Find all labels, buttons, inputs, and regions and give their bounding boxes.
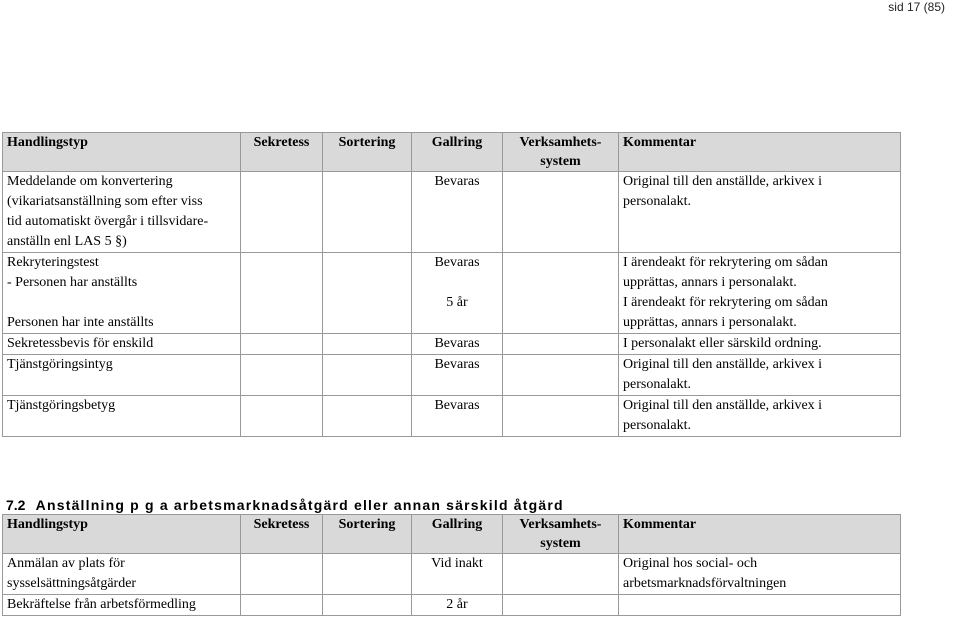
cell-handlingstyp: Sekretessbevis för enskild — [3, 334, 241, 355]
cell-gallring: 2 år — [412, 595, 503, 616]
table-row — [3, 172, 901, 253]
cell-text: 5 år — [446, 295, 468, 310]
cell-kommentar: Original till den anställde, arkivex i personalakt. — [619, 396, 901, 437]
section-heading — [6, 496, 564, 514]
cell-verksamhetssystem — [503, 554, 619, 595]
col-kommentar: Kommentar — [619, 133, 901, 172]
table-row — [3, 334, 901, 355]
cell-gallring: Bevaras — [412, 396, 503, 437]
cell-verksamhetssystem — [503, 253, 619, 334]
cell-sortering — [323, 396, 412, 437]
cell-sortering — [323, 334, 412, 355]
cell-sekretess — [241, 595, 323, 616]
cell-kommentar: Original till den anställde, arkivex i personalakt. — [619, 355, 901, 396]
col-handlingstyp: Handlingstyp — [3, 515, 241, 554]
table-row — [3, 554, 901, 595]
cell-text: Rekryteringstest - Personen har anställts — [7, 255, 138, 290]
cell-kommentar: I personalakt eller särskild ordning. — [619, 334, 901, 355]
cell-sortering — [323, 355, 412, 396]
cell-text: I ärendeakt för rekrytering om sådan upprättas, annars i personalakt. — [623, 255, 828, 290]
cell-handlingstyp: Bekräftelse från arbetsförmedling — [3, 595, 241, 616]
cell-handlingstyp: Anmälan av plats för sysselsättningsåtgärder — [3, 554, 241, 595]
table-row — [3, 253, 901, 334]
cell-kommentar: Original hos social- och arbetsmarknadsförvaltningen — [619, 554, 901, 595]
cell-gallring: Bevaras — [412, 334, 503, 355]
cell-verksamhetssystem — [503, 334, 619, 355]
cell-sekretess — [241, 355, 323, 396]
cell-gallring: Bevaras — [412, 355, 503, 396]
table-row — [3, 595, 901, 616]
col-sortering: Sortering — [323, 515, 412, 554]
table-header-row — [3, 515, 901, 554]
cell-kommentar: Original till den anställde, arkivex i personalakt. — [619, 172, 901, 253]
cell-sekretess — [241, 334, 323, 355]
col-gallring: Gallring — [412, 515, 503, 554]
cell-kommentar — [619, 595, 901, 616]
col-handlingstyp: Handlingstyp — [3, 133, 241, 172]
cell-sekretess — [241, 396, 323, 437]
cell-handlingstyp: Tjänstgöringsintyg — [3, 355, 241, 396]
cell-sekretess — [241, 172, 323, 253]
cell-gallring: Vid inakt — [412, 554, 503, 595]
cell-handlingstyp: Tjänstgöringsbetyg — [3, 396, 241, 437]
cell-gallring: Bevaras — [412, 172, 503, 253]
cell-verksamhetssystem — [503, 355, 619, 396]
col-verksamhetssystem: Verksamhets- system — [503, 515, 619, 554]
cell-sortering — [323, 595, 412, 616]
cell-handlingstyp: Meddelande om konvertering (vikariatsanställning som efter viss tid automatiskt övergår i tillsvidare- anställn enl LAS 5 §) — [3, 172, 241, 253]
col-gallring: Gallring — [412, 133, 503, 172]
col-sekretess: Sekretess — [241, 133, 323, 172]
table-row — [3, 355, 901, 396]
cell-kommentar — [619, 253, 901, 334]
table-row — [3, 396, 901, 437]
cell-verksamhetssystem — [503, 595, 619, 616]
cell-text: Personen har inte anställts — [7, 315, 154, 330]
cell-verksamhetssystem — [503, 396, 619, 437]
col-verksamhetssystem: Verksamhets- system — [503, 133, 619, 172]
cell-sekretess — [241, 253, 323, 334]
cell-sortering — [323, 554, 412, 595]
cell-sekretess — [241, 554, 323, 595]
cell-gallring — [412, 253, 503, 334]
col-sekretess: Sekretess — [241, 515, 323, 554]
page-number: sid 17 (85) — [888, 0, 945, 14]
col-kommentar: Kommentar — [619, 515, 901, 554]
cell-text: Bevaras — [434, 255, 480, 270]
cell-handlingstyp — [3, 253, 241, 334]
section-number: 7.2 — [6, 497, 26, 513]
col-sortering: Sortering — [323, 133, 412, 172]
cell-sortering — [323, 253, 412, 334]
section-title-text: Anställning p g a arbetsmarknadsåtgärd eller annan särskild åtgärd — [35, 497, 564, 513]
table-header-row — [3, 133, 901, 172]
cell-verksamhetssystem — [503, 172, 619, 253]
records-table-section-7-2 — [2, 514, 901, 616]
cell-sortering — [323, 172, 412, 253]
cell-text: I ärendeakt för rekrytering om sådan upprättas, annars i personalakt. — [623, 295, 828, 330]
records-table-main — [2, 132, 901, 437]
